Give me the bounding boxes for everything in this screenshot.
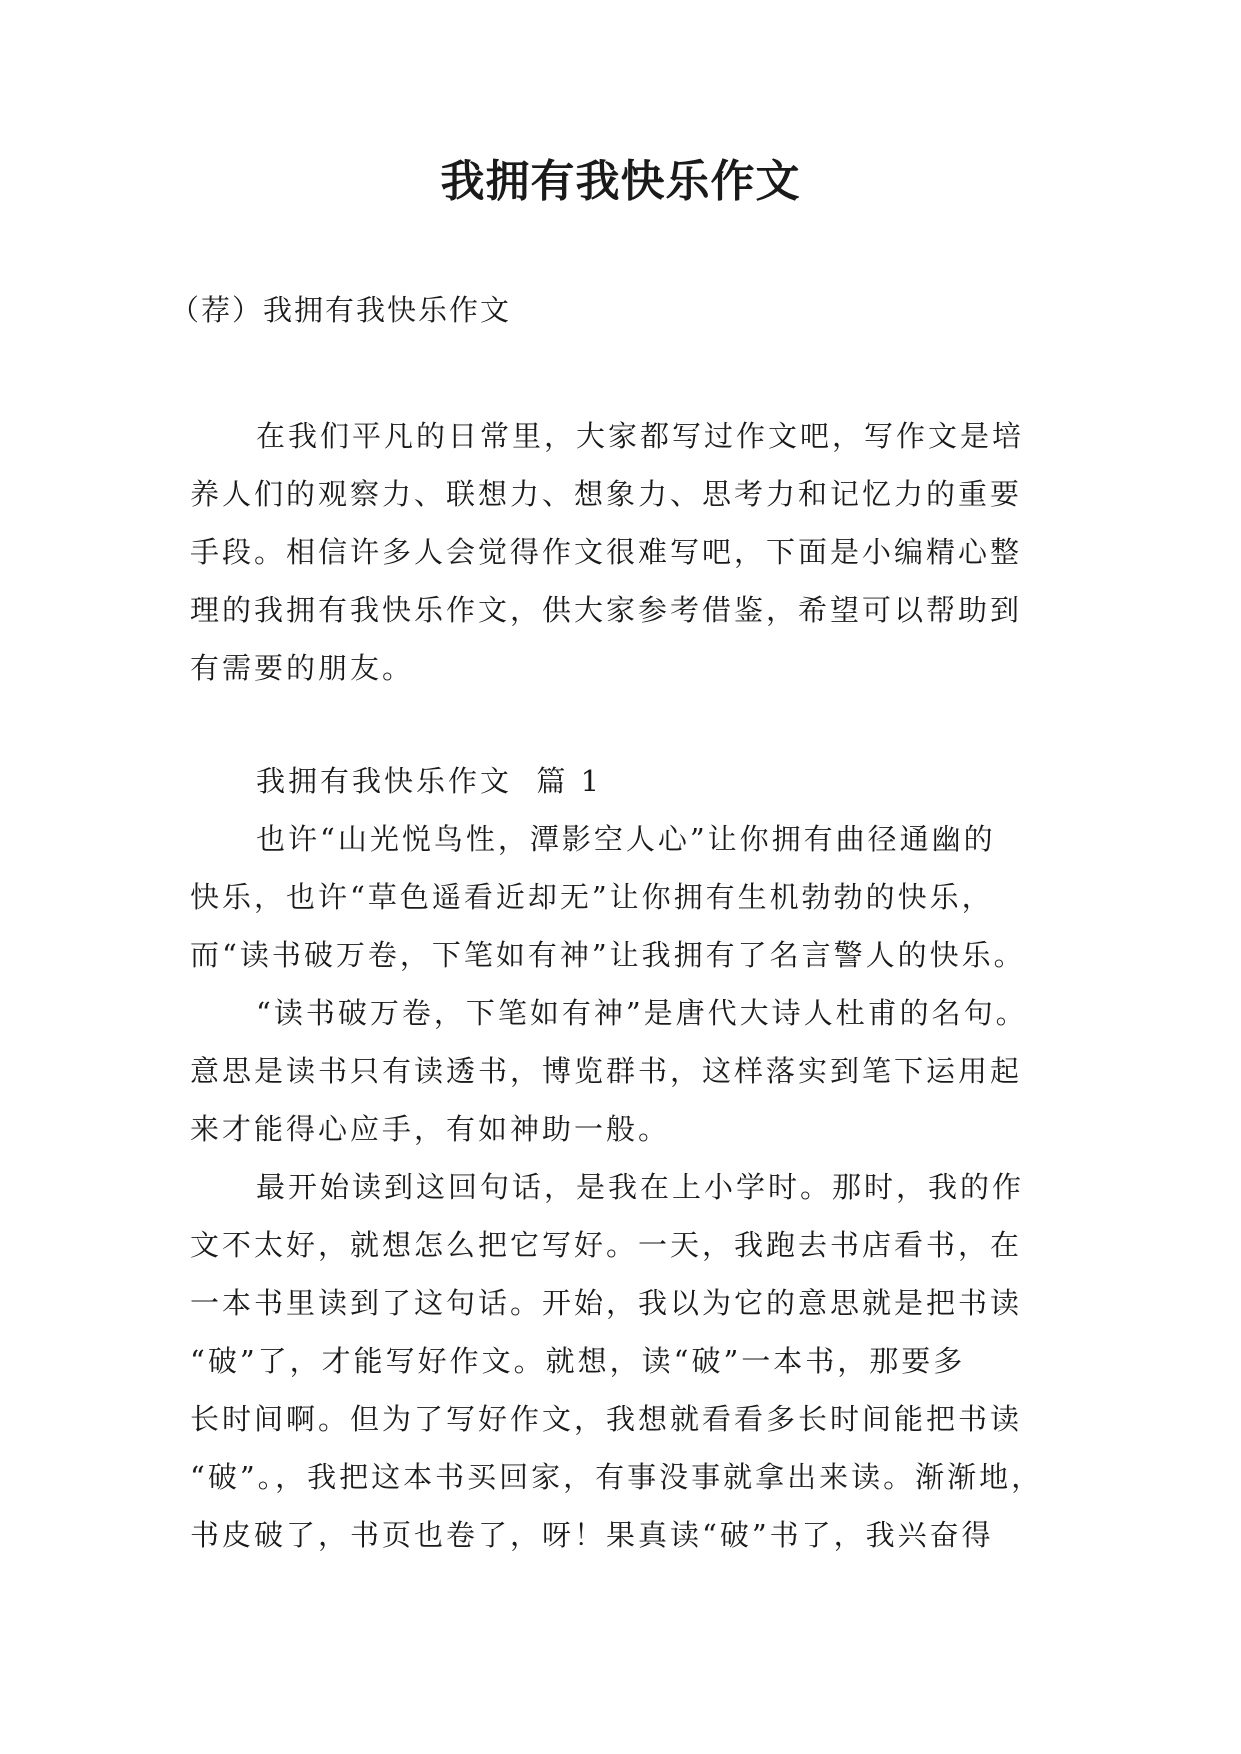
document-subtitle: （荐）我拥有我快乐作文 (170, 293, 512, 327)
body-line: 也许“山光悦鸟性，潭影空人心”让你拥有曲径通幽的 (256, 822, 996, 856)
body-line: 快乐，也许“草色遥看近却无”让你拥有生机勃勃的快乐， (190, 880, 994, 914)
body-line: 长时间啊。但为了写好作文，我想就看看多长时间能把书读 (190, 1402, 1023, 1436)
body-line: 来才能得心应手，有如神助一般。 (190, 1112, 671, 1146)
body-line: 而“读书破万卷，下笔如有神”让我拥有了名言警人的快乐。 (190, 938, 1026, 972)
body-line: “破”。，我把这本书买回家，有事没事就拿出来读。渐渐地， (190, 1460, 1044, 1494)
body-line: “读书破万卷，下笔如有神”是唐代大诗人杜甫的名句。 (256, 996, 1028, 1030)
intro-paragraph (190, 407, 1070, 697)
section-body (190, 810, 1070, 1564)
intro-line: 手段。相信许多人会觉得作文很难写吧，下面是小编精心整 (190, 535, 1023, 569)
section-heading-block (190, 752, 1070, 810)
intro-line: 理的我拥有我快乐作文，供大家参考借鉴，希望可以帮助到 (190, 593, 1023, 627)
section-heading: 我拥有我快乐作文 篇 1 (256, 764, 603, 798)
body-line: 书皮破了，书页也卷了，呀！果真读“破”书了，我兴奋得 (190, 1518, 994, 1552)
intro-line: 养人们的观察力、联想力、想象力、思考力和记忆力的重要 (190, 477, 1023, 511)
intro-line: 有需要的朋友。 (190, 651, 415, 685)
body-line: “破”了，才能写好作文。就想，读“破”一本书，那要多 (190, 1344, 966, 1378)
body-line: 最开始读到这回句话，是我在上小学时。那时，我的作 (256, 1170, 1025, 1204)
page-title: 我拥有我快乐作文 (440, 156, 801, 207)
intro-line: 在我们平凡的日常里，大家都写过作文吧，写作文是培 (256, 419, 1025, 453)
body-line: 文不太好，就想怎么把它写好。一天，我跑去书店看书，在 (190, 1228, 1023, 1262)
body-line: 意思是读书只有读透书，博览群书，这样落实到笔下运用起 (190, 1054, 1023, 1088)
body-line: 一本书里读到了这句话。开始，我以为它的意思就是把书读 (190, 1286, 1023, 1320)
